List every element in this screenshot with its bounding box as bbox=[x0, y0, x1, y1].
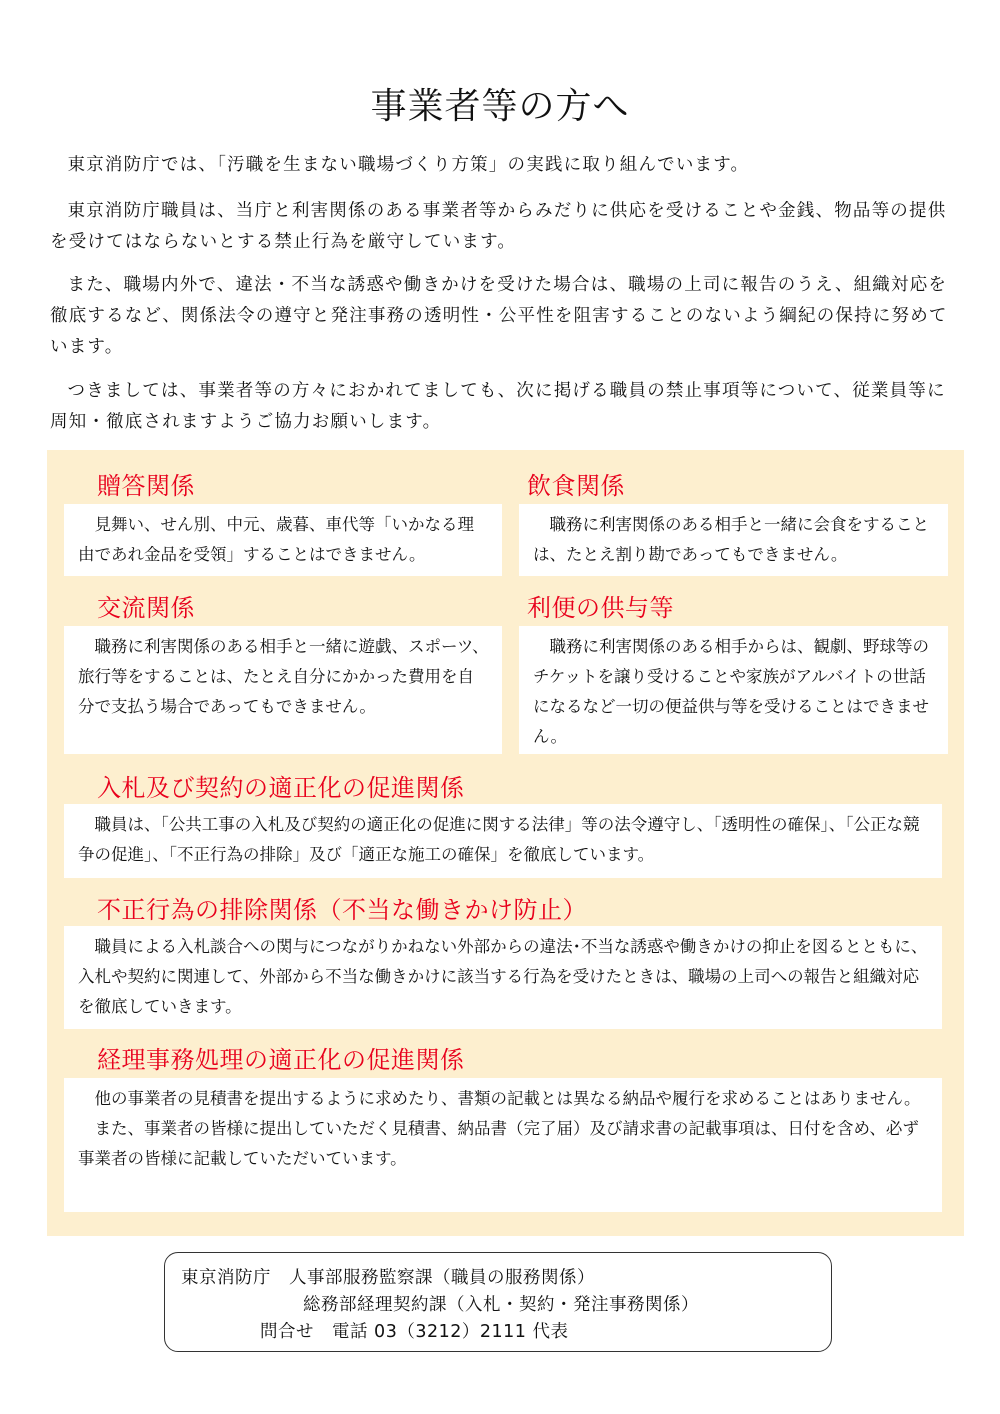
dining-heading: 飲食関係 bbox=[527, 472, 625, 500]
dining-box bbox=[519, 504, 948, 576]
contact-line-accounting: 総務部経理契約課（入札・契約・発注事務関係） bbox=[303, 1295, 699, 1315]
intro-paragraph: また、職場内外で、違法・不当な誘惑や働きかけを受けた場合は、職場の上司に報告のうえ、組織対応を徹底するなど、関係法令の遵守と発注事務の透明性・公平性を阻害することのないよう綱紀の保持に努めています。 bbox=[50, 275, 948, 357]
intro-paragraph: つきましては、事業者等の方々におかれてましても、次に掲げる職員の禁止事項等について、従業員等に周知・徹底されますようご協力お願いします。 bbox=[50, 381, 946, 432]
exchange-heading: 交流関係 bbox=[97, 594, 195, 622]
gift-box bbox=[64, 504, 502, 576]
accounting-box bbox=[64, 1078, 942, 1212]
benefit-box bbox=[519, 626, 948, 754]
gift-heading: 贈答関係 bbox=[97, 472, 195, 500]
misconduct-heading: 不正行為の排除関係（不当な働きかけ防止） bbox=[97, 896, 587, 924]
intro-paragraph: 東京消防庁職員は、当庁と利害関係のある事業者等からみだりに供応を受けることや金銭、物品等の提供を受けてはならないとする禁止行為を厳守しています。 bbox=[50, 201, 947, 252]
accounting-heading: 経理事務処理の適正化の促進関係 bbox=[97, 1046, 465, 1074]
exchange-text: 職務に利害関係のある相手と一緒に遊戯、スポーツ、旅行等をすることは、たとえ自分にかかった費用を自分で支払う場合であってもできません。 bbox=[78, 637, 489, 716]
misconduct-box bbox=[64, 926, 942, 1029]
bidding-heading: 入札及び契約の適正化の促進関係 bbox=[97, 774, 465, 802]
exchange-box bbox=[64, 626, 502, 754]
contact-line-personnel: 東京消防庁 人事部服務監察課（職員の服務関係） bbox=[181, 1268, 595, 1288]
page-title: 事業者等の方へ bbox=[370, 86, 630, 127]
accounting-text-1: 他の事業者の見積書を提出するように求めたり、書類の記載とは異なる納品や履行を求めることはありません。 bbox=[94, 1089, 921, 1108]
accounting-text-2: また、事業者の皆様に提出していただく見積書、納品書（完了届）及び請求書の記載事項は、日付を含め、必ず事業者の皆様に記載していただいています。 bbox=[78, 1119, 919, 1168]
dining-text: 職務に利害関係のある相手と一緒に会食をすることは、たとえ割り勘であってもできません。 bbox=[533, 515, 929, 564]
intro-paragraph: 東京消防庁では、「汚職を生まない職場づくり方策」の実践に取り組んでいます。 bbox=[67, 155, 750, 175]
benefit-text: 職務に利害関係のある相手からは、観劇、野球等のチケットを譲り受けることや家族がアルバイトの世話になるなど一切の便益供与等を受けることはできません。 bbox=[533, 637, 929, 746]
bidding-text: 職員は、「公共工事の入札及び契約の適正化の促進に関する法律」等の法令遵守し、「透明性の確保」、「公正な競争の促進」、「不正行為の排除」及び「適正な施工の確保」を徹底しています。 bbox=[78, 815, 920, 864]
benefit-heading: 利便の供与等 bbox=[527, 594, 674, 622]
gift-text: 見舞い、せん別、中元、歳暮、車代等「いかなる理由であれ金品を受領」することはできません。 bbox=[78, 515, 474, 564]
contact-line-phone: 問合せ 電話 03（3212）2111 代表 bbox=[260, 1322, 569, 1342]
contact-box bbox=[164, 1252, 832, 1352]
bidding-box bbox=[64, 804, 942, 878]
misconduct-text: 職員による入札談合への関与につながりかねない外部からの違法･不当な誘惑や働きかけの抑止を図るとともに、入札や契約に関連して、外部から不当な働きかけに該当する行為を受けたときは、職場の上司への報告と組織対応を徹底していきます。 bbox=[78, 937, 928, 1016]
